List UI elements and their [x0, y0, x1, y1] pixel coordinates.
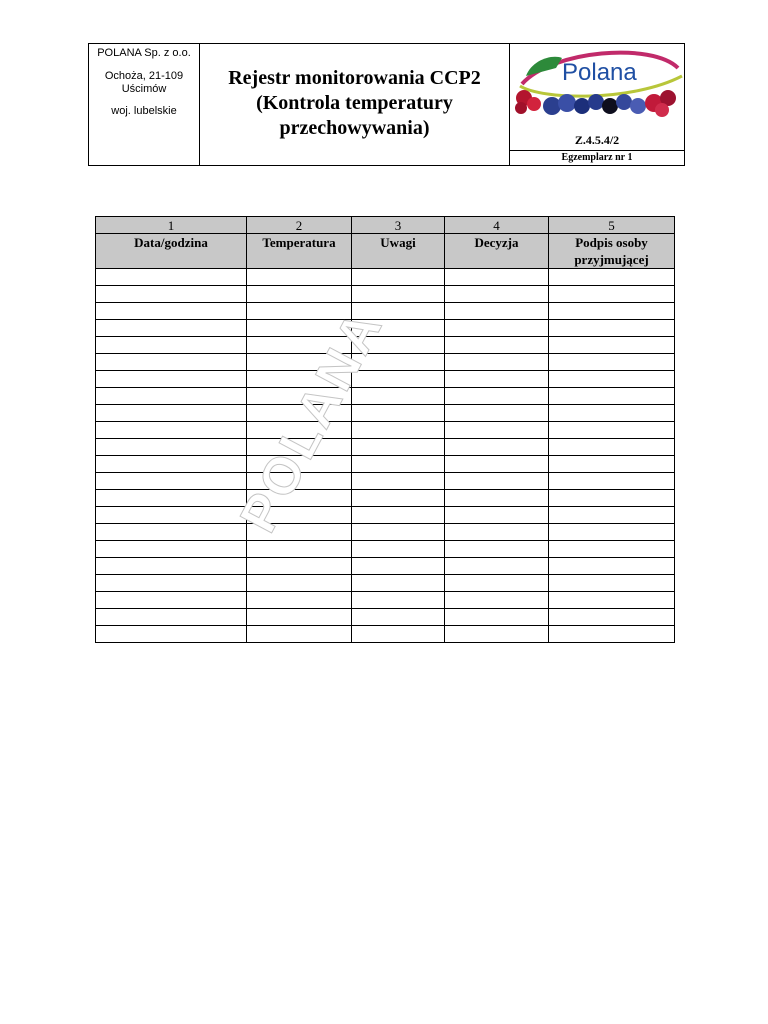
table-row	[96, 456, 675, 473]
column-number: 5	[549, 217, 675, 234]
header-temperature: Temperatura	[247, 234, 352, 269]
table-cell[interactable]	[247, 592, 352, 609]
table-cell[interactable]	[352, 490, 445, 507]
company-info	[89, 44, 200, 165]
table-cell[interactable]	[247, 405, 352, 422]
table-cell[interactable]	[352, 303, 445, 320]
company-region: woj. lubelskie	[111, 105, 177, 117]
title-line-1: Rejestr monitorowania CCP2	[228, 67, 481, 89]
table-cell[interactable]	[549, 371, 675, 388]
table-cell[interactable]	[352, 524, 445, 541]
table-cell[interactable]	[549, 320, 675, 337]
table-cell[interactable]	[445, 473, 549, 490]
table-cell[interactable]	[549, 422, 675, 439]
table-cell[interactable]	[549, 609, 675, 626]
table-cell[interactable]	[96, 286, 247, 303]
table-cell[interactable]	[247, 507, 352, 524]
table-cell[interactable]	[352, 371, 445, 388]
table-cell[interactable]	[352, 541, 445, 558]
register-table	[95, 216, 675, 643]
table-cell[interactable]	[549, 286, 675, 303]
table-cell[interactable]	[549, 626, 675, 643]
header-remarks: Uwagi	[352, 234, 445, 269]
table-cell[interactable]	[247, 269, 352, 286]
column-number: 3	[352, 217, 445, 234]
title-line-2: (Kontrola temperatury	[256, 92, 453, 114]
table-cell[interactable]	[352, 473, 445, 490]
table-cell[interactable]	[247, 439, 352, 456]
watermark: POLANA	[229, 299, 395, 542]
table-cell[interactable]	[96, 626, 247, 643]
table-cell[interactable]	[247, 541, 352, 558]
table-cell[interactable]	[96, 439, 247, 456]
table-cell[interactable]	[96, 354, 247, 371]
table-cell[interactable]	[445, 354, 549, 371]
copy-number: Egzemplarz nr 1	[510, 150, 684, 165]
table-row	[96, 524, 675, 541]
table-row	[96, 303, 675, 320]
table-cell[interactable]	[445, 269, 549, 286]
document-code: Z.4.5.4/2	[574, 133, 620, 147]
table-cell[interactable]	[549, 575, 675, 592]
table-cell[interactable]	[352, 507, 445, 524]
table-row	[96, 575, 675, 592]
table-row	[96, 354, 675, 371]
table-cell[interactable]	[96, 524, 247, 541]
table-cell[interactable]	[445, 405, 549, 422]
table-cell[interactable]	[445, 286, 549, 303]
column-header-row	[96, 234, 675, 269]
company-address: Ochoża, 21-109 Uścimów	[104, 70, 184, 95]
table-cell[interactable]	[247, 388, 352, 405]
table-cell[interactable]	[445, 524, 549, 541]
table-cell[interactable]	[445, 490, 549, 507]
table-cell[interactable]	[96, 405, 247, 422]
table-cell[interactable]	[352, 575, 445, 592]
table-row	[96, 473, 675, 490]
table-cell[interactable]	[549, 439, 675, 456]
table-cell[interactable]	[445, 541, 549, 558]
column-number: 4	[445, 217, 549, 234]
table-cell[interactable]	[96, 575, 247, 592]
table-cell[interactable]	[247, 524, 352, 541]
table-cell[interactable]	[247, 320, 352, 337]
table-cell[interactable]	[96, 303, 247, 320]
table-cell[interactable]	[445, 558, 549, 575]
table-cell[interactable]	[96, 371, 247, 388]
table-cell[interactable]	[352, 337, 445, 354]
table-cell[interactable]	[96, 592, 247, 609]
table-cell[interactable]	[549, 473, 675, 490]
table-cell[interactable]	[247, 286, 352, 303]
title-line-3: przechowywania)	[279, 117, 430, 139]
table-cell[interactable]	[549, 337, 675, 354]
table-cell[interactable]	[352, 269, 445, 286]
table-cell[interactable]	[549, 541, 675, 558]
column-number-row	[96, 217, 675, 234]
table-cell[interactable]	[247, 473, 352, 490]
table-cell[interactable]	[352, 405, 445, 422]
table-row	[96, 609, 675, 626]
table-cell[interactable]	[445, 388, 549, 405]
table-row	[96, 405, 675, 422]
table-cell[interactable]	[352, 286, 445, 303]
table-row	[96, 388, 675, 405]
table-row	[96, 320, 675, 337]
table-cell[interactable]	[96, 320, 247, 337]
table-cell[interactable]	[96, 388, 247, 405]
table-row	[96, 626, 675, 643]
table-cell[interactable]	[352, 320, 445, 337]
table-cell[interactable]	[445, 320, 549, 337]
polana-logo-icon	[512, 46, 686, 121]
table-cell[interactable]	[549, 456, 675, 473]
table-cell[interactable]	[247, 354, 352, 371]
table-cell[interactable]	[549, 269, 675, 286]
table-row	[96, 507, 675, 524]
table-row	[96, 541, 675, 558]
table-cell[interactable]	[445, 422, 549, 439]
table-cell[interactable]	[352, 439, 445, 456]
table-cell[interactable]	[549, 354, 675, 371]
table-cell[interactable]	[352, 558, 445, 575]
table-cell[interactable]	[96, 558, 247, 575]
column-number: 2	[247, 217, 352, 234]
table-cell[interactable]	[445, 371, 549, 388]
table-cell[interactable]	[247, 575, 352, 592]
table-cell[interactable]	[96, 337, 247, 354]
table-cell[interactable]	[352, 626, 445, 643]
table-cell[interactable]	[96, 269, 247, 286]
table-cell[interactable]	[549, 490, 675, 507]
table-cell[interactable]	[96, 422, 247, 439]
column-number: 1	[96, 217, 247, 234]
table-cell[interactable]	[445, 575, 549, 592]
table-cell[interactable]	[352, 422, 445, 439]
table-row	[96, 439, 675, 456]
header-decision: Decyzja	[445, 234, 549, 269]
document-title	[200, 44, 510, 165]
table-cell[interactable]	[352, 609, 445, 626]
table-cell[interactable]	[445, 609, 549, 626]
table-cell[interactable]	[96, 609, 247, 626]
table-row	[96, 592, 675, 609]
table-cell[interactable]	[549, 405, 675, 422]
table-cell[interactable]	[445, 626, 549, 643]
table-cell[interactable]	[96, 473, 247, 490]
table-cell[interactable]	[549, 558, 675, 575]
table-cell[interactable]	[352, 388, 445, 405]
logo-text: Polana	[562, 59, 637, 86]
table-row	[96, 337, 675, 354]
table-cell[interactable]	[352, 592, 445, 609]
company-name: POLANA Sp. z o.o.	[97, 47, 191, 59]
table-cell[interactable]	[247, 558, 352, 575]
table-row	[96, 286, 675, 303]
table-cell[interactable]	[352, 456, 445, 473]
document-header	[88, 43, 685, 166]
table-cell[interactable]	[96, 507, 247, 524]
logo-cell	[510, 44, 684, 165]
table-cell[interactable]	[549, 592, 675, 609]
table-cell[interactable]	[445, 456, 549, 473]
table-row	[96, 558, 675, 575]
header-date-time: Data/godzina	[96, 234, 247, 269]
table-cell[interactable]	[445, 507, 549, 524]
table-cell[interactable]	[96, 490, 247, 507]
table-cell[interactable]	[549, 388, 675, 405]
table-row	[96, 371, 675, 388]
table-cell[interactable]	[445, 303, 549, 320]
table-cell[interactable]	[247, 456, 352, 473]
table-row	[96, 269, 675, 286]
table-cell[interactable]	[247, 337, 352, 354]
table-cell[interactable]	[247, 371, 352, 388]
table-cell[interactable]	[247, 490, 352, 507]
table-cell[interactable]	[445, 592, 549, 609]
table-cell[interactable]	[445, 337, 549, 354]
polana-logo	[510, 44, 684, 150]
table-row	[96, 490, 675, 507]
table-cell[interactable]	[247, 422, 352, 439]
table-cell[interactable]	[549, 524, 675, 541]
table-cell[interactable]	[247, 609, 352, 626]
table-cell[interactable]	[549, 507, 675, 524]
table-row	[96, 422, 675, 439]
table-cell[interactable]	[445, 439, 549, 456]
table-cell[interactable]	[247, 626, 352, 643]
table-cell[interactable]	[247, 303, 352, 320]
table-cell[interactable]	[96, 541, 247, 558]
table-cell[interactable]	[96, 456, 247, 473]
header-signature: Podpis osoby przyjmującej	[549, 234, 675, 269]
table-cell[interactable]	[549, 303, 675, 320]
table-cell[interactable]	[352, 354, 445, 371]
